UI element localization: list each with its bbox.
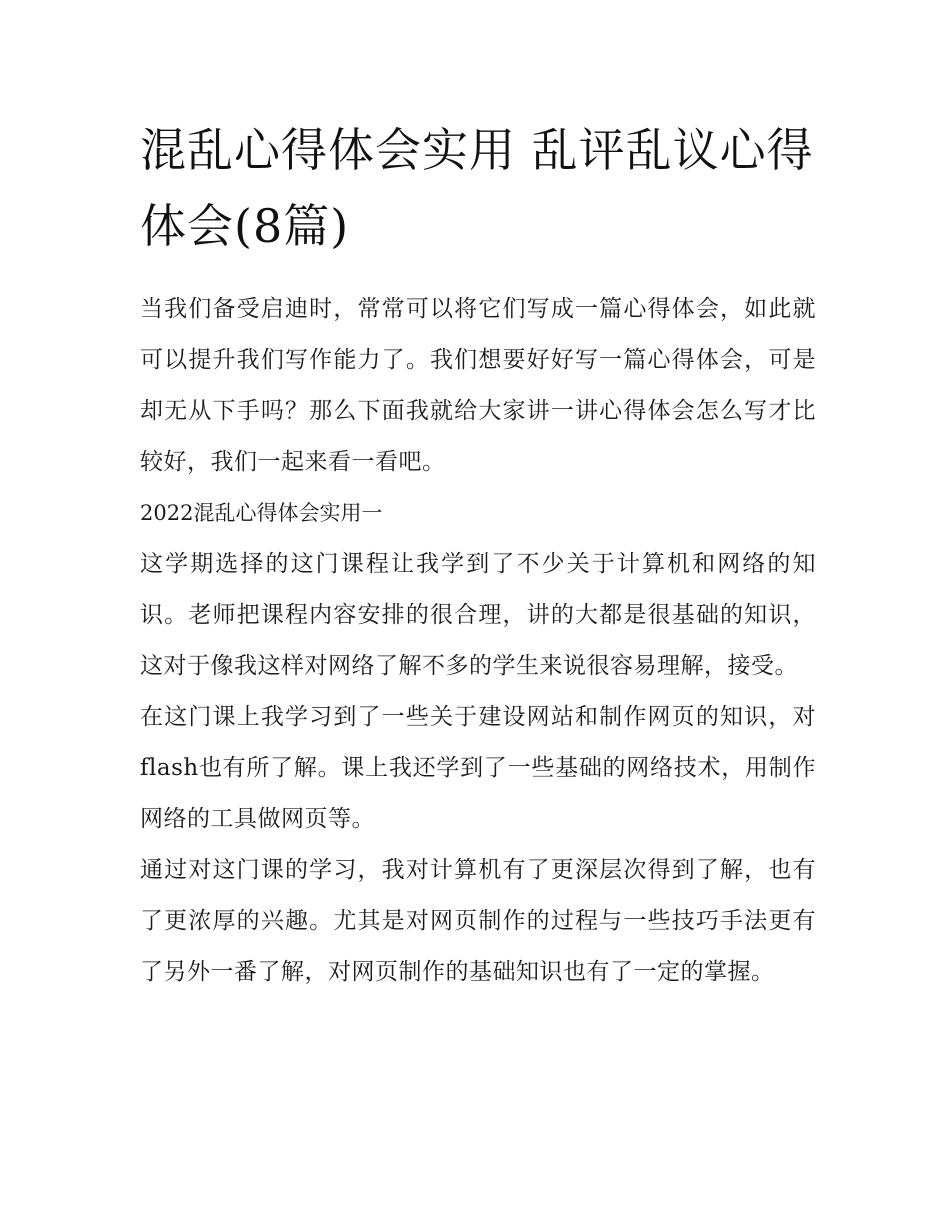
document-title: 混乱心得体会实用 乱评乱议心得体会(8篇) [140, 123, 814, 253]
section-heading: 2022混乱心得体会实用一 [140, 501, 383, 525]
body-paragraph-3: 通过对这门课的学习，我对计算机有了更深层次得到了解，也有了更浓厚的兴趣。尤其是对网页制作的过程与一些技巧手法更有了另外一番了解，对网页制作的基础知识也有了一定的掌握。 [140, 857, 816, 985]
document-page [140, 112, 816, 998]
body-paragraph-2: 在这门课上我学习到了一些关于建设网站和制作网页的知识，对flash也有所了解。课上我还学到了一些基础的网络技术，用制作网络的工具做网页等。 [140, 704, 816, 832]
body-paragraph-1: 这学期选择的这门课程让我学到了不少关于计算机和网络的知识。老师把课程内容安排的很合理，讲的大都是很基础的知识，这对于像我这样对网络了解不多的学生来说很容易理解，接受。 [140, 551, 816, 679]
intro-paragraph: 当我们备受启迪时，常常可以将它们写成一篇心得体会，如此就可以提升我们写作能力了。我们想要好好写一篇心得体会，可是却无从下手吗？那么下面我就给大家讲一讲心得体会怎么写才比较好，我们一起来看一看吧。 [140, 296, 816, 475]
